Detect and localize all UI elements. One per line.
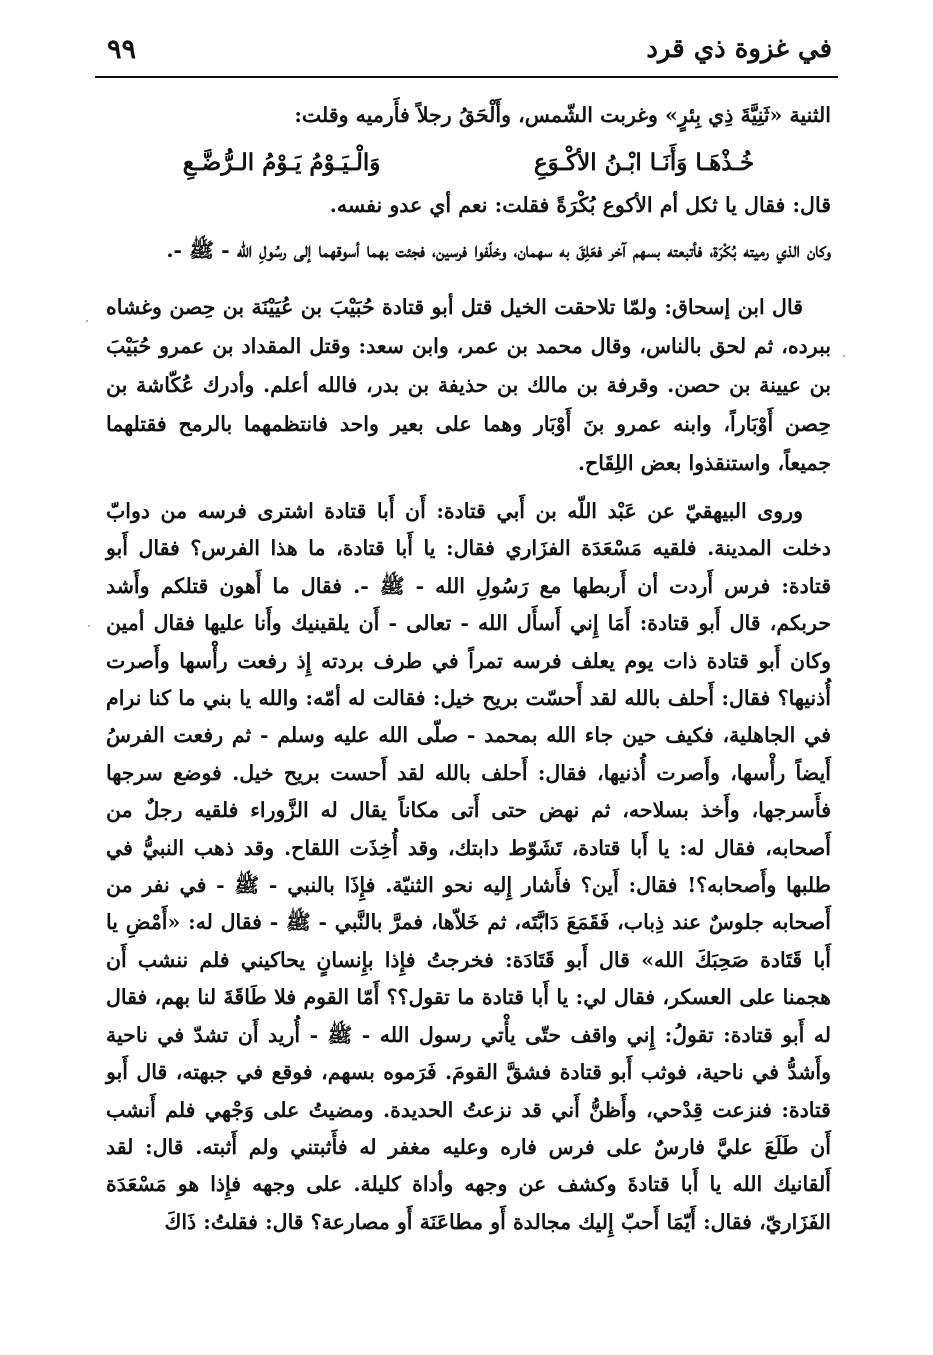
running-title: في غزوة ذي قرد — [646, 34, 832, 64]
paragraph-ibn-ishaq: قال ابن إسحاق: ولمّا تلاحقت الخيل قتل أبو قتادة حُبَيْبَ بن عُيَيْنَة بن حِصن وغشاه ببرده، ثم لحق بالناس، وقال محمد بن عمر، وابن سعد: وقتل المقداد بن عمرو حُبَيْبَ بن عيينة بن حصن. وقرفة بن مالك بن حذيفة بن بدر، فالله أعلم. وأدرك عُكّاشة بن حِصن أَوْبَاراً، وابنه عمرو بنَ أَوْبَار وهما على بعير واحد فانتظمهما بالرمح فقتلهما جميعاً، واستنقذوا بعض اللِقَاح. — [106, 295, 831, 475]
page-number: ٩٩ — [107, 34, 137, 65]
poem-verse — [106, 145, 831, 181]
paragraph-arrows: وكان الذي رميته بُكْرَة، فأتبعته بسهم آخر فعَلِقَ به سهمان، وخلّفوا فرسين، فجئت بهما أسوقهما إلى رسُولِ الله - ﷺ -. — [166, 238, 831, 262]
paragraph-intro: الثنية «ثَنِيَّةَ ذِي بِئرٍ» وغربت الشّمس، وأَلْحَقُ رجلاً فأَرميه وقلت: — [294, 103, 831, 127]
paragraph-bayhaqi: وروى البيهقيّ عن عَبْد اللّه بن أَبي قتادة: أَن أَبا قتادة اشترى فرسه من دوابّ دخلت المدينة. فلقيه مَسْعَدَة الفزَاري فقال: يا أَبا قتادة، ما هذا الفرس؟ فقال أَبو قتادة: فرس أَردت أن أَربطها مع رَسُولِ الله - ﷺ -. فقال ما أَهون قتلكم وأَشد حربكم، قال أَبو قتادة: أَمَا إِني أَسأَل الله - تعالى - أَن يلقينيك وأَنا عليها فقال أمين وكان أَبو قتادة ذات يوم يعلف فرسه تمراً في طرف بردته إِذ رفعت رأْسها وأَصرت أُذنيها؟ فقال: أَحلف بالله لقد أَحسّت بريح خيل: فقالت له أمّه: والله يا بني ما كنا نرام في الجاهلية، فكيف حين جاء الله بمحمد - صلّى الله عليه وسلم - ثم رفعت الفرسُ أَيضاً رأْسها، وأَصرت أُذنيها، فقال: أَحلف بالله لقد أَحست بريح خيل. فوضع سرجها فأَسرجها، وأَخذ بسلاحه، ثم نهض حتى أَتى مكاناً يقال له الزَّوراء فلقيه رجلٌ من أَصحابه، فقال له: يا أَبا قتادة، تَشَوّط دابتك، وقد أُخِذَت اللقاح. وقد ذهب النبيُّ في طلبها وأَصحابه؟! فقال: أَين؟ فأَشار إِليه نحو الثنيّة. فإِذَا بالنبي - ﷺ - في نفر من أَصحابه جلوسٌ عند ذِباب، فَقَمَعَ دَابَّتَه، ثم خَلاّها، فمرَّ بالنَّبي - ﷺ - فقال له: «أَمْضِ يا أَبا قَتَادة صَحِبَكَ الله» قال أَبو قَتَادَة: فخرجتُ فإِذا بإِنسانٍ يحاكيني فلم ننشب أَن هجمنا على العسكر، فقال لي: يا أَبا قتادة ما تقول؟؟ أَمّا القوم فلا طَاقَةَ لنا بهم، فقال له أَبو قتادة: تقولُ: إِني واقف حتّى يأْتي رسول الله - ﷺ - أُريد أَن تشدّ في ناحية وأَشدُّ في ناحية، فوثب أَبو قتادة فشقَّ القومَ. فَرَموه بسهم، فوقع في جبهته، قال أَبو قتادة: فنزعت قِدْحي، وأَظنُّ أَني قد نزعتُ الحديدة. ومضيتُ على وَجْهي فلم أَنشب أَن طَلَعَ عليَّ فارسٌ على فرس فاره وعليه مغفر له فأَثبتني ولم أَثبته. قال: لقد أَلقانيك الله يا أَبا قتادةَ وكشف عن وجهه وأداة كليلة. على وجهه فإِذا هو مَسْعَدَة الفَزَاريّ، فقال: أَيّمَا أَحبّ إِليك مجالدة أَو مطاعَنَة أَو مصارعة؟ قال: فقلتُ: ذَاكَ — [106, 499, 831, 1234]
page-body — [106, 96, 831, 1241]
margin-speck — [86, 320, 88, 322]
verse-hemistich-right: خُـذْهَـا وَأَنَـا ابْـنُ الأكْـوَعِ — [533, 149, 755, 176]
verse-hemistich-left: وَالْـيَـوْمُ يَـوْمُ الـرُّضَّـعِ — [182, 149, 381, 176]
margin-speck — [88, 625, 90, 627]
margin-speck — [843, 355, 845, 357]
page-header — [95, 30, 838, 78]
paragraph-reply: قال: فقال يا ثكل أم الأكوع بُكْرَةً فقلت: نعم أي عدو نفسه. — [329, 193, 831, 217]
